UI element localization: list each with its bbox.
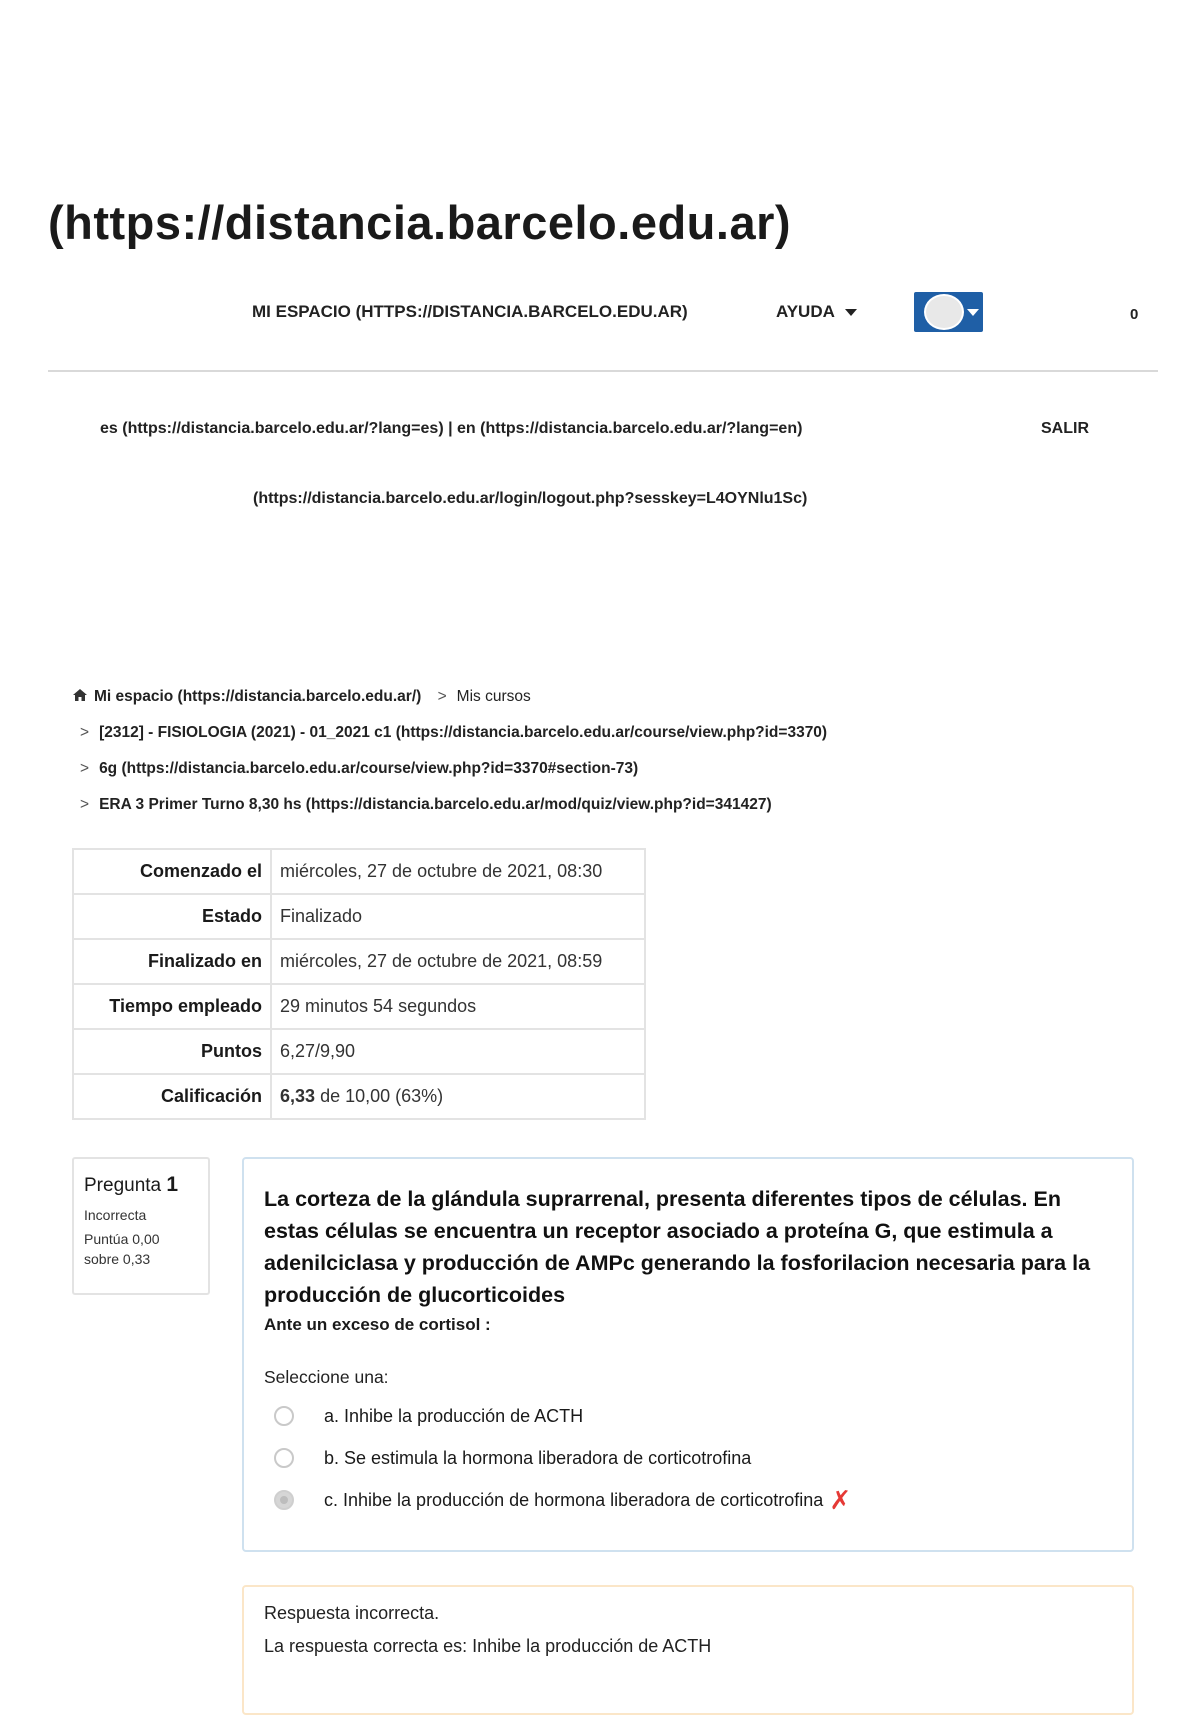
question-state: Incorrecta	[84, 1207, 147, 1223]
summary-label: Puntos	[73, 1029, 271, 1074]
grade-value: 6,33	[280, 1086, 316, 1106]
summary-label: Comenzado el	[73, 849, 271, 894]
summary-value: miércoles, 27 de octubre de 2021, 08:59	[271, 939, 645, 984]
user-menu-button[interactable]	[914, 292, 983, 332]
question-subtext: Ante un exceso de cortisol :	[264, 1315, 491, 1334]
table-row	[73, 984, 645, 1029]
question-text: La corteza de la glándula suprarrenal, presenta diferentes tipos de células. En estas células se encuentra un receptor asociado a proteína G, que estimula a adenilciclasa y producción de AMPc generando la fosforilacion necesaria para la producción de glucorticoides	[264, 1187, 1091, 1307]
chevron-down-icon	[845, 309, 857, 316]
cross-icon: ✗	[829, 1485, 852, 1515]
answer-option-a[interactable]	[264, 1402, 1112, 1430]
answer-option-c[interactable]	[264, 1486, 1112, 1514]
breadcrumb-course[interactable]	[80, 724, 827, 742]
logout-url[interactable]: (https://distancia.barcelo.edu.ar/login/logout.php?sesskey=L4OYNlu1Sc)	[253, 490, 808, 507]
breadcrumb-home[interactable]	[72, 688, 531, 706]
answer-option-label: b. Se estimula la hormona liberadora de corticotrofina	[324, 1447, 752, 1468]
summary-value: miércoles, 27 de octubre de 2021, 08:30	[271, 849, 645, 894]
logout-link[interactable]: SALIR	[1041, 420, 1089, 437]
summary-grade	[271, 1074, 645, 1119]
breadcrumb-quiz[interactable]	[80, 796, 772, 814]
question-points: Puntúa 0,00 sobre 0,33	[84, 1231, 160, 1267]
nav-ayuda-label: AYUDA	[776, 302, 835, 321]
grade-rest: de 10,00 (63%)	[320, 1086, 444, 1106]
site-title[interactable]: (https://distancia.barcelo.edu.ar)	[48, 196, 792, 249]
breadcrumb-separator: >	[80, 724, 90, 741]
radio-button[interactable]	[274, 1448, 294, 1468]
summary-label: Tiempo empleado	[73, 984, 271, 1029]
chevron-down-icon	[967, 309, 979, 316]
feedback-correct-answer: La respuesta correcta es: Inhibe la producción de ACTH	[264, 1636, 712, 1656]
table-row	[73, 1029, 645, 1074]
avatar-icon	[924, 294, 964, 330]
table-row	[73, 894, 645, 939]
question-number	[84, 1173, 198, 1197]
answer-option-b[interactable]	[264, 1444, 1112, 1472]
breadcrumb-home-label: Mi espacio (https://distancia.barcelo.edu.ar/)	[94, 688, 422, 705]
breadcrumb-section[interactable]	[80, 760, 638, 778]
table-row	[73, 1074, 645, 1119]
question-info-panel	[72, 1157, 210, 1295]
radio-button[interactable]	[274, 1406, 294, 1426]
table-row	[73, 849, 645, 894]
breadcrumb-quiz-label: ERA 3 Primer Turno 8,30 hs (https://distancia.barcelo.edu.ar/mod/quiz/view.php?id=341427)	[99, 796, 772, 813]
summary-value: 29 minutos 54 segundos	[271, 984, 645, 1029]
select-one-label: Seleccione una:	[264, 1367, 389, 1387]
summary-label: Calificación	[73, 1074, 271, 1119]
question-number-value: 1	[166, 1173, 179, 1196]
breadcrumb-separator: >	[437, 688, 447, 705]
notification-count[interactable]: 0	[1130, 306, 1139, 323]
question-content	[242, 1157, 1134, 1552]
breadcrumb-separator: >	[80, 796, 90, 813]
summary-value: Finalizado	[271, 894, 645, 939]
language-links[interactable]: es (https://distancia.barcelo.edu.ar/?lang=es) | en (https://distancia.barcelo.edu.ar/?lang=en)	[100, 420, 803, 437]
nav-mi-espacio[interactable]: MI ESPACIO (HTTPS://DISTANCIA.BARCELO.EDU.AR)	[252, 302, 688, 321]
summary-label: Estado	[73, 894, 271, 939]
breadcrumb-course-label: [2312] - FISIOLOGIA (2021) - 01_2021 c1 (https://distancia.barcelo.edu.ar/course/view.php?id=3370)	[99, 724, 828, 741]
radio-button-selected[interactable]	[274, 1490, 294, 1510]
answer-option-label: a. Inhibe la producción de ACTH	[324, 1405, 584, 1426]
home-icon	[72, 688, 88, 702]
breadcrumb-section-label: 6g (https://distancia.barcelo.edu.ar/course/view.php?id=3370#section-73)	[99, 760, 639, 777]
question-label: Pregunta	[84, 1175, 162, 1196]
feedback-result: Respuesta incorrecta.	[264, 1603, 440, 1623]
table-row	[73, 939, 645, 984]
attempt-summary-table	[72, 848, 646, 1120]
header-divider	[48, 370, 1158, 372]
feedback-panel	[242, 1585, 1134, 1715]
summary-label: Finalizado en	[73, 939, 271, 984]
summary-value: 6,27/9,90	[271, 1029, 645, 1074]
answer-option-label: c. Inhibe la producción de hormona liberadora de corticotrofina	[324, 1489, 824, 1510]
breadcrumb-mis-cursos[interactable]: Mis cursos	[456, 688, 531, 705]
breadcrumb-separator: >	[80, 760, 90, 777]
nav-ayuda-dropdown[interactable]	[776, 302, 857, 322]
